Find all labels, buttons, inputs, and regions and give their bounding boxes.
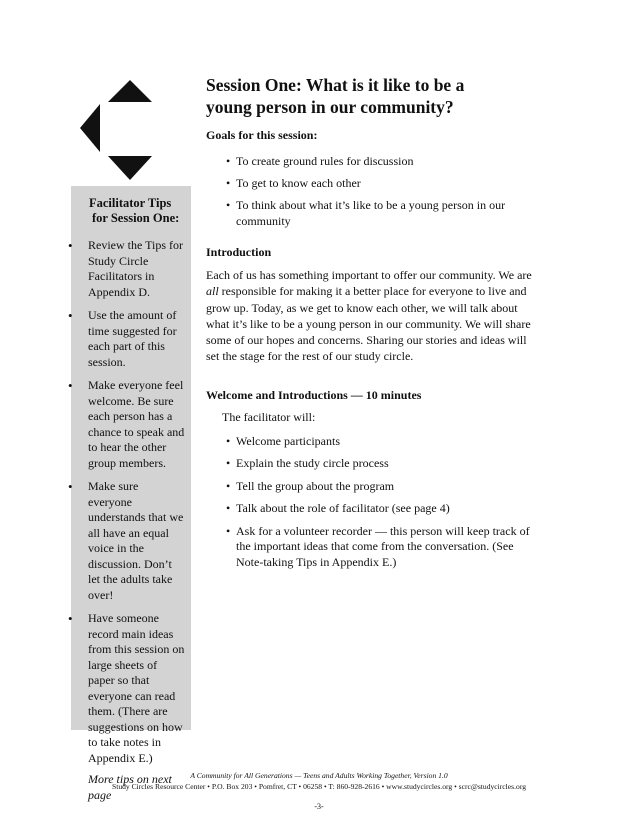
goal-item: • To create ground rules for discussion xyxy=(236,153,536,169)
intro-text-after: responsible for making it a better place for everyone to live and grow up. Today, as we get to know each other, we will talk about what it’s like to be a young person in our community. We will share some of our hopes and concerns. Sharing our stories and ideas will set the stage for the rest of our study circle. xyxy=(206,284,531,364)
welcome-item: • Explain the study circle process xyxy=(236,456,536,472)
welcome-item: • Tell the group about the program xyxy=(236,479,536,495)
welcome-heading: Welcome and Introductions — 10 minutes xyxy=(206,387,422,402)
page-title xyxy=(206,74,536,118)
sidebar-tip: • Make sure everyone understands that we all have an equal voice in the discussion. Don’t let the adults take over! xyxy=(77,479,185,603)
facilitator-tips-sidebar xyxy=(71,186,191,802)
intro-text-emphasis: all xyxy=(206,284,219,299)
logo-triangle-top xyxy=(108,80,152,102)
study-circles-logo xyxy=(80,80,160,184)
main-content xyxy=(206,74,536,577)
footer-publication: A Community for All Generations — Teens and Adults Working Together, Version 1.0 xyxy=(190,771,448,780)
welcome-list xyxy=(206,434,536,571)
welcome-item: • Talk about the role of facilitator (see page 4) xyxy=(236,501,536,517)
logo-triangle-bottom xyxy=(108,156,152,180)
facilitator-lead: The facilitator will: xyxy=(222,409,316,424)
introduction-heading: Introduction xyxy=(206,245,272,259)
goal-item: • To think about what it’s like to be a young person in our community xyxy=(236,197,536,229)
sidebar-tip: • Make everyone feel welcome. Be sure each person has a chance to speak and to hear the other group members. xyxy=(77,378,185,471)
title-line2: young person in our community? xyxy=(206,97,454,117)
page-number: -3- xyxy=(314,802,324,811)
intro-text-before: Each of us has something important to offer our community. We are xyxy=(206,268,532,282)
sidebar-more-tips: More tips on next page xyxy=(88,772,172,802)
sidebar-tip: • Review the Tips for Study Circle Facilitators in Appendix D. xyxy=(77,238,185,300)
goal-item: • To get to know each other xyxy=(236,175,536,191)
sidebar-title-line2: for Session One: xyxy=(92,211,180,225)
sidebar-tip: • Use the amount of time suggested for each part of this session. xyxy=(77,308,185,370)
sidebar-title-line1: Facilitator Tips xyxy=(89,196,172,210)
sidebar-tip: • Have someone record main ideas from this session on large sheets of paper so that everyone can read them. (There are suggestions on how to take notes in Appendix E.) xyxy=(77,611,185,766)
sidebar-title xyxy=(77,196,185,226)
introduction-paragraph xyxy=(206,267,536,365)
page-footer xyxy=(0,770,638,812)
welcome-item: • Ask for a volunteer recorder — this person will keep track of the important ideas that come from the conversation. (See Note-taking Tips in Appendix E.) xyxy=(236,524,536,571)
footer-contact: Study Circles Resource Center • P.O. Box 203 • Pomfret, CT • 06258 • T: 860-928-2616 • www.studycircles.org • scrc@studycircles.org xyxy=(111,782,527,791)
goals-list xyxy=(206,153,536,229)
welcome-item: • Welcome participants xyxy=(236,434,536,450)
goals-heading: Goals for this session: xyxy=(206,128,318,142)
logo-triangle-left xyxy=(80,104,100,152)
sidebar-tips-list xyxy=(77,238,185,766)
title-line1: Session One: What is it like to be a xyxy=(206,75,465,95)
